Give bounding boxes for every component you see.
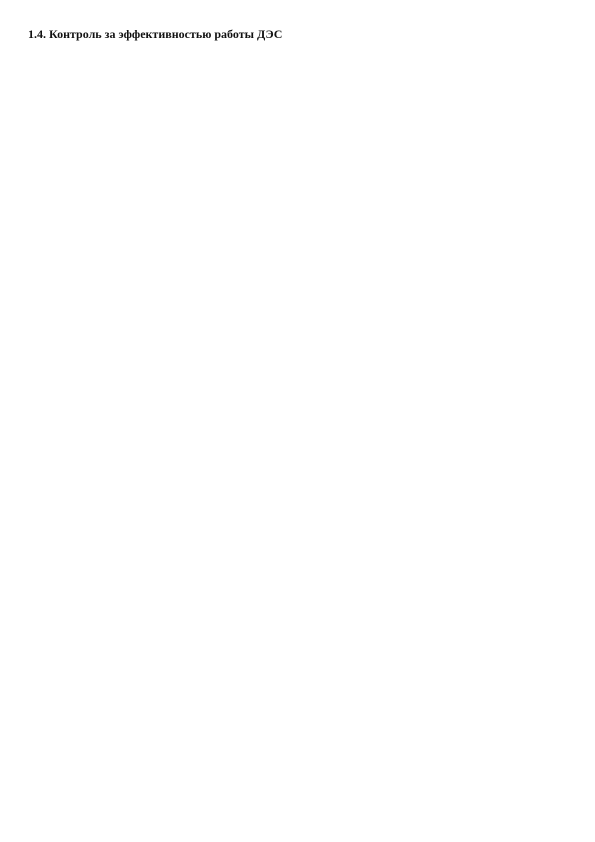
section-heading: 1.4. Контроль за эффективностью работы ДЭС — [28, 27, 283, 41]
document-content — [28, 26, 567, 42]
